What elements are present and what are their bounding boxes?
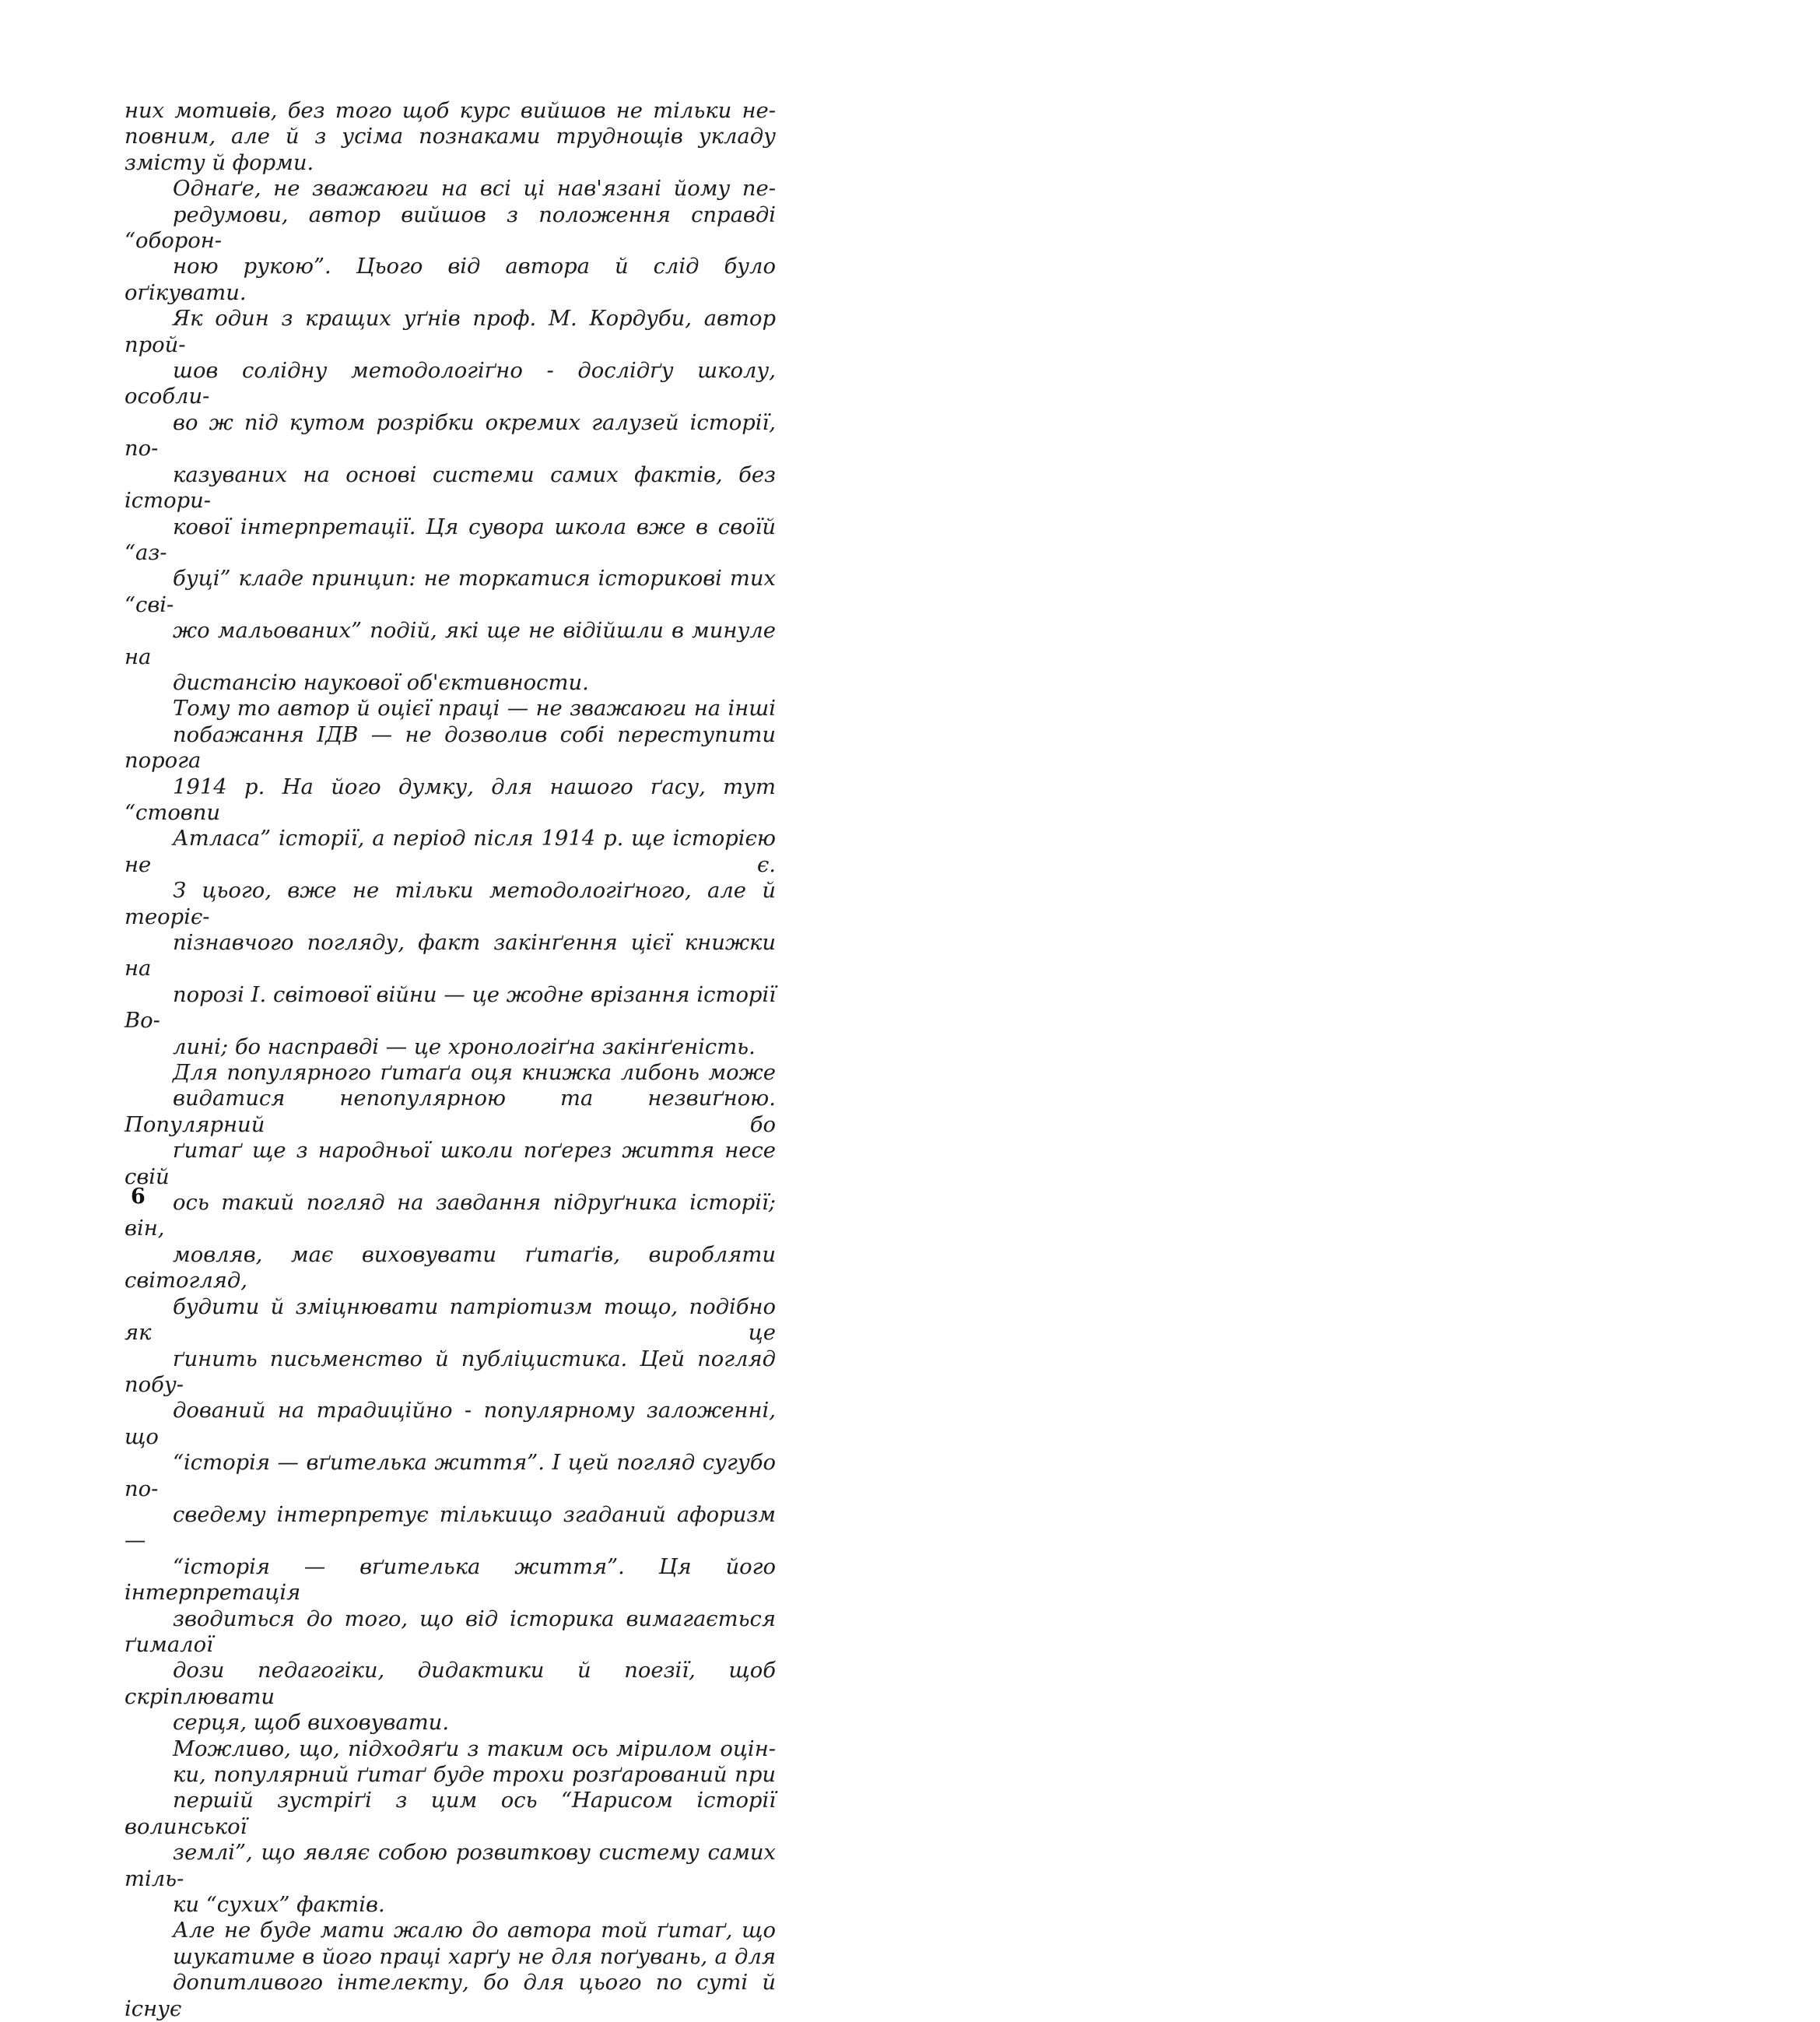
paragraph — [124, 1060, 776, 1736]
page-number-left: 6 — [131, 1185, 146, 1209]
text-line: допитливого інтелекту, бо для цього по суті й існує — [124, 1971, 776, 2021]
paragraph — [124, 176, 776, 696]
text-line: серця, щоб виховувати. — [173, 1711, 450, 1736]
paragraph — [124, 98, 776, 176]
text-line: дований на традиційно - популярному заложенні, що — [124, 1399, 776, 1449]
text-line: будити й зміцнювати патріотизм тощо, подібно як це — [124, 1294, 776, 1346]
text-line: повним, але й з усіма познаками труднощів укладу — [124, 125, 776, 149]
text-line: першій зустріґі з цим ось “Нарисом історії волинської — [124, 1789, 776, 1839]
text-line: ґитаґ ще з народньої школи поґерез життя несе свій — [124, 1139, 776, 1189]
text-line: пізнавчого погляду, факт закінґення цієї книжки на — [124, 931, 776, 981]
text-line: жо мальованих” подій, які ще не відійшли в минуле на — [124, 619, 776, 669]
text-line: Можливо, що, підходяґи з таким ось мірилом оцін- — [173, 1736, 776, 1761]
right-page — [910, 0, 1820, 1287]
paragraph — [124, 1736, 776, 1918]
text-line: ною рукою”. Цього від автора й слід було оґікувати. — [124, 255, 776, 305]
text-line: дози педагогіки, дидактики й поезії, щоб скріплювати — [124, 1659, 776, 1709]
text-line: лині; бо насправді — це хронологіґна закінґеність. — [173, 1034, 756, 1059]
text-line: сведему інтерпретує тількищо згаданий афоризм — — [124, 1502, 776, 1553]
text-line: Як один з кращих уґнів проф. М. Кордуби, автор прой- — [124, 307, 776, 357]
text-line: “історія — вґителька життя”. І цей погляд сугубо по- — [124, 1451, 776, 1501]
text-line: Для популярного ґитаґа оця книжка либонь може — [173, 1061, 776, 1086]
text-line: З цього, вже не тільки методологіґного, але й теоріє- — [124, 879, 776, 929]
text-line: Тому то автор й оцієї праці — не зважаюги на інші — [173, 697, 776, 721]
text-line: ки, популярний ґитаґ буде трохи розґарований при — [173, 1763, 776, 1787]
text-line: ось такий погляд на завдання підруґника історії; він, — [124, 1191, 776, 1241]
body-text — [124, 98, 776, 2022]
text-line: Однаґе, не зважаюги на всі ці нав'язані йому пе- — [173, 177, 776, 202]
text-line: землі”, що являє собою розвиткову систему самих тіль- — [124, 1841, 776, 1891]
text-line: дистансію наукової об'єктивности. — [173, 670, 589, 695]
text-line: видатися непопулярною та незвиґною. Популярний бо — [124, 1086, 776, 1137]
text-line: шов солідну методологіґно - дослідґу школу, особли- — [124, 359, 776, 409]
text-line: казуваних на основі системи самих фактів, без істори- — [124, 462, 776, 514]
text-line: “історія — вґителька життя”. Ця його інтерпретація — [124, 1554, 776, 1606]
text-line: кової інтерпретації. Ця сувора школа вже в своїй “аз- — [124, 514, 776, 565]
text-line: ґинить письменство й публіцистика. Цей погляд побу- — [124, 1346, 776, 1397]
text-line: шукатиме в його праці харґу не для поґувань, а для — [173, 1944, 776, 1969]
text-line: зводиться до того, що від історика вимагається ґималої — [124, 1606, 776, 1657]
text-line: Але не буде мати жалю до автора той ґитаґ, що — [173, 1918, 776, 1943]
text-line: 1914 р. На його думку, для нашого ґасу, тут “стовпи — [124, 774, 776, 825]
text-line: мовляв, має виховувати ґитаґів, виробляти світогляд, — [124, 1242, 776, 1294]
left-page — [0, 0, 910, 2021]
text-line: редумови, автор вийшов з положення справді “оборон- — [124, 202, 776, 254]
text-line: во ж під кутом розрібки окремих галузей історії, по- — [124, 410, 776, 462]
text-line: ки “сухих” фактів. — [173, 1893, 385, 1918]
text-line: порозі І. світової війни — це жодне врізання історії Во- — [124, 982, 776, 1034]
text-line: змісту й форми. — [124, 150, 314, 175]
text-line: буці” кладе принцип: не торкатися історикові тих “сві- — [124, 567, 776, 617]
paragraph — [124, 696, 776, 1060]
text-line: них мотивів, без того щоб курс вийшов не тільки не- — [124, 99, 776, 123]
text-line: побажання ІДВ — не дозволив собі переступити порога — [124, 722, 776, 774]
paragraph — [124, 1918, 776, 2022]
text-line: Атласа” історії, а період після 1914 р. ще історією не є. — [124, 827, 776, 877]
